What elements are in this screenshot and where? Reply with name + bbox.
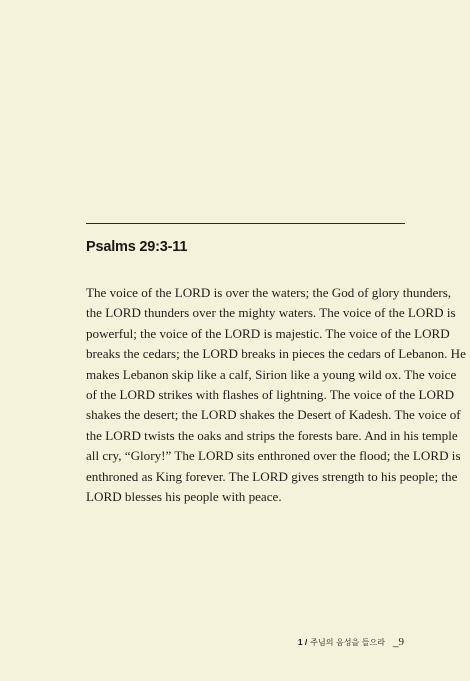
passage-line: powerful; the voice of the LORD is majestic. The voice of the LORD <box>86 325 450 341</box>
passage-line: enthroned as King forever. The LORD gives strength to his people; the <box>86 468 458 484</box>
heading-divider <box>86 223 405 224</box>
page-footer <box>298 636 404 648</box>
passage-line: makes Lebanon skip like a calf, Sirion like a young wild ox. The voice <box>86 366 457 382</box>
passage-line: LORD blesses his people with peace. <box>86 488 282 504</box>
passage-line: breaks the cedars; the LORD breaks in pieces the cedars of Lebanon. He <box>86 346 466 362</box>
part-title: 주님의 음성을 들으라 <box>310 638 385 647</box>
page-number: 9 <box>398 636 404 648</box>
passage-line: shakes the desert; the LORD shakes the Desert of Kadesh. The voice of <box>86 407 461 423</box>
passage-line: the LORD twists the oaks and strips the forests bare. And in his temple <box>86 427 458 443</box>
scripture-passage <box>86 283 466 507</box>
passage-line: of the LORD strikes with flashes of lightning. The voice of the LORD <box>86 386 455 402</box>
page-heading: Psalms 29:3-11 <box>86 239 188 255</box>
part-number: 1 / <box>297 637 308 647</box>
passage-line: all cry, “Glory!” The LORD sits enthroned over the flood; the LORD is <box>86 448 461 464</box>
page-number-separator: _ <box>392 637 399 648</box>
passage-line: the LORD thunders over the mighty waters. The voice of the LORD is <box>86 305 456 321</box>
passage-line: The voice of the LORD is over the waters; the God of glory thunders, <box>86 285 452 300</box>
